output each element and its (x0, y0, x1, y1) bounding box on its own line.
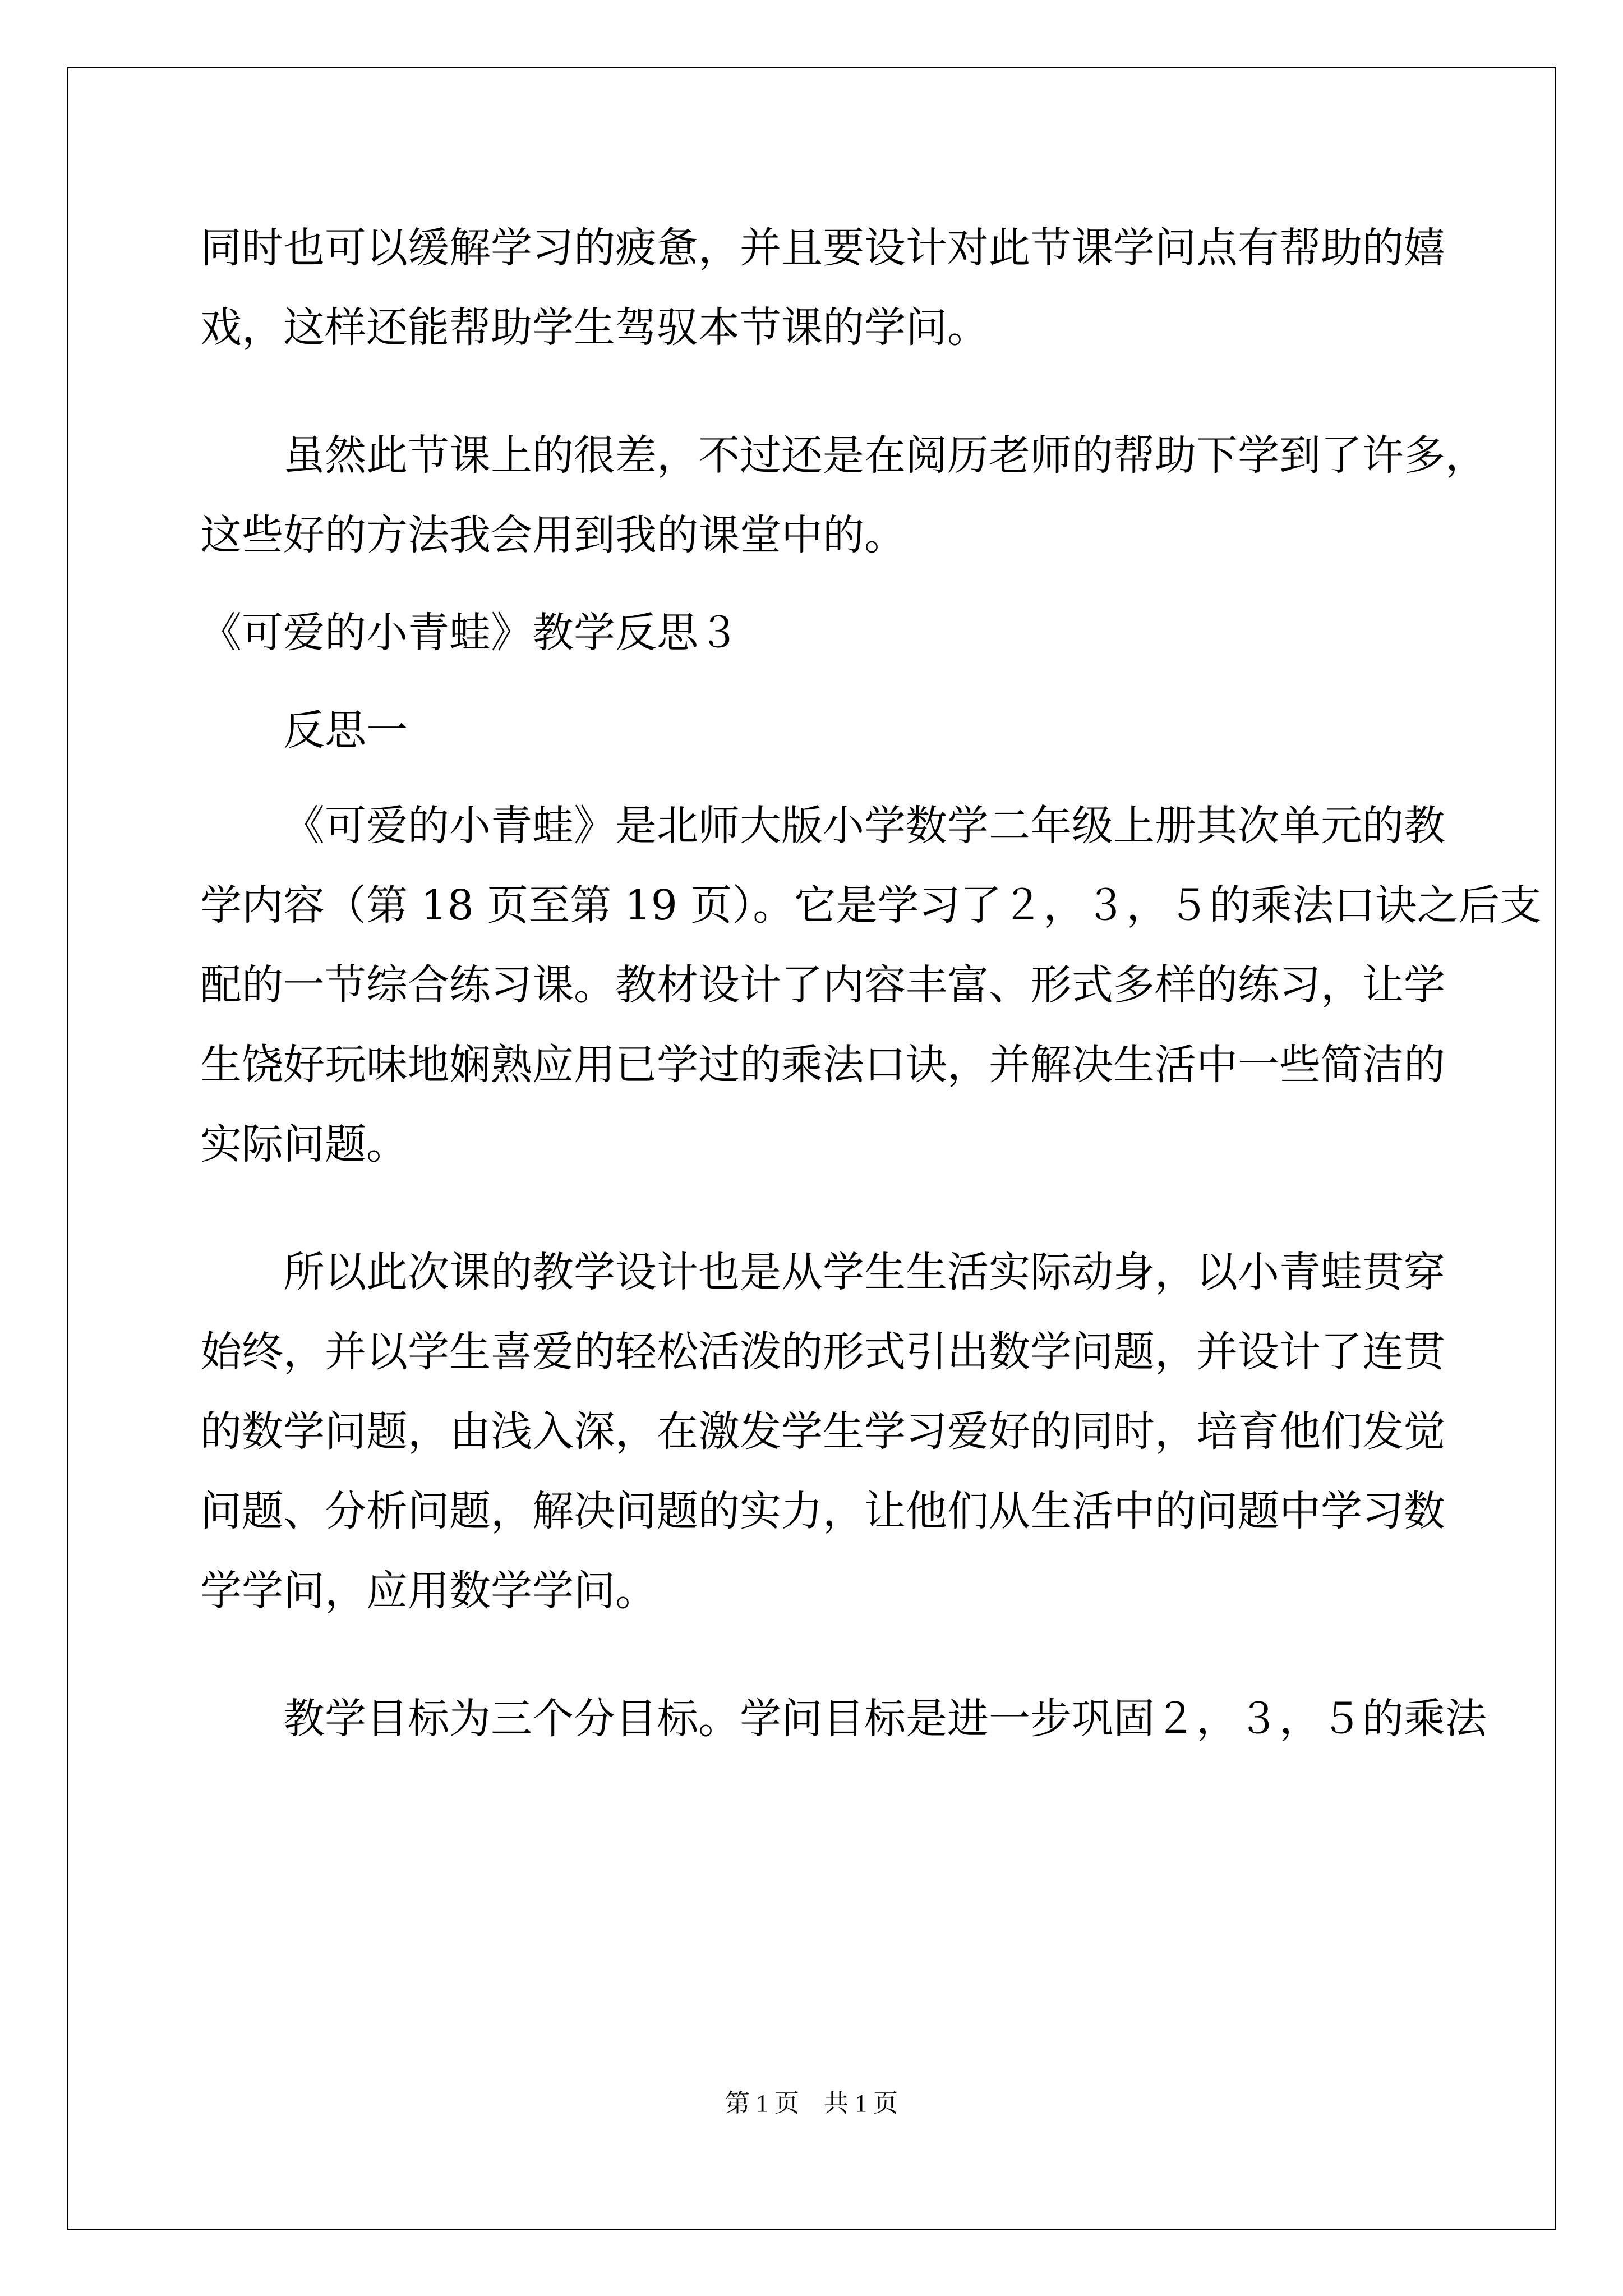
paragraph-line: 所以此次课的教学设计也是从学生生活实际动身，以小青蛙贯穿 (283, 1248, 1445, 1296)
section-heading: 《可爱的小青蛙》教学反思３ (200, 609, 740, 657)
paragraph-line: 始终，并以学生喜爱的轻松活泼的形式引出数学问题，并设计了连贯 (200, 1328, 1445, 1376)
paragraph-line: 的数学问题，由浅入深，在激发学生学习爱好的同时，培育他们发觉 (200, 1407, 1445, 1456)
paragraph-line: 学学问，应用数学学问。 (200, 1567, 657, 1615)
paragraph-line: 学内容（第 18 页至第 19 页）。它是学习了２，３，５的乘法口诀之后支 (200, 881, 1542, 930)
paragraph-line: 这些好的方法我会用到我的课堂中的。 (200, 511, 906, 559)
paragraph-line: 配的一节综合练习课。教材设计了内容丰富、形式多样的练习，让学 (200, 961, 1445, 1009)
paragraph-line: 戏，这样还能帮助学生驾驭本节课的学问。 (200, 303, 989, 352)
subheading: 反思一 (283, 706, 408, 754)
paragraph-line: 虽然此节课上的很差，不过还是在阅历老师的帮助下学到了许多， (283, 431, 1487, 480)
paragraph-line: 《可爱的小青蛙》是北师大版小学数学二年级上册其次单元的教 (283, 802, 1445, 850)
paragraph-line: 教学目标为三个分目标。学问目标是进一步巩固２，３，５的乘法 (283, 1695, 1487, 1743)
paragraph-line: 实际问题。 (200, 1120, 408, 1168)
paragraph-line: 同时也可以缓解学习的疲惫，并且要设计对此节课学问点有帮助的嬉 (200, 224, 1445, 272)
paragraph-line: 问题、分析问题，解决问题的实力，让他们从生活中的问题中学习数 (200, 1487, 1445, 1535)
paragraph-line: 生饶好玩味地娴熟应用已学过的乘法口诀，并解决生活中一些简洁的 (200, 1041, 1445, 1089)
page-number-footer: 第 1 页 共 1 页 (725, 2090, 898, 2117)
